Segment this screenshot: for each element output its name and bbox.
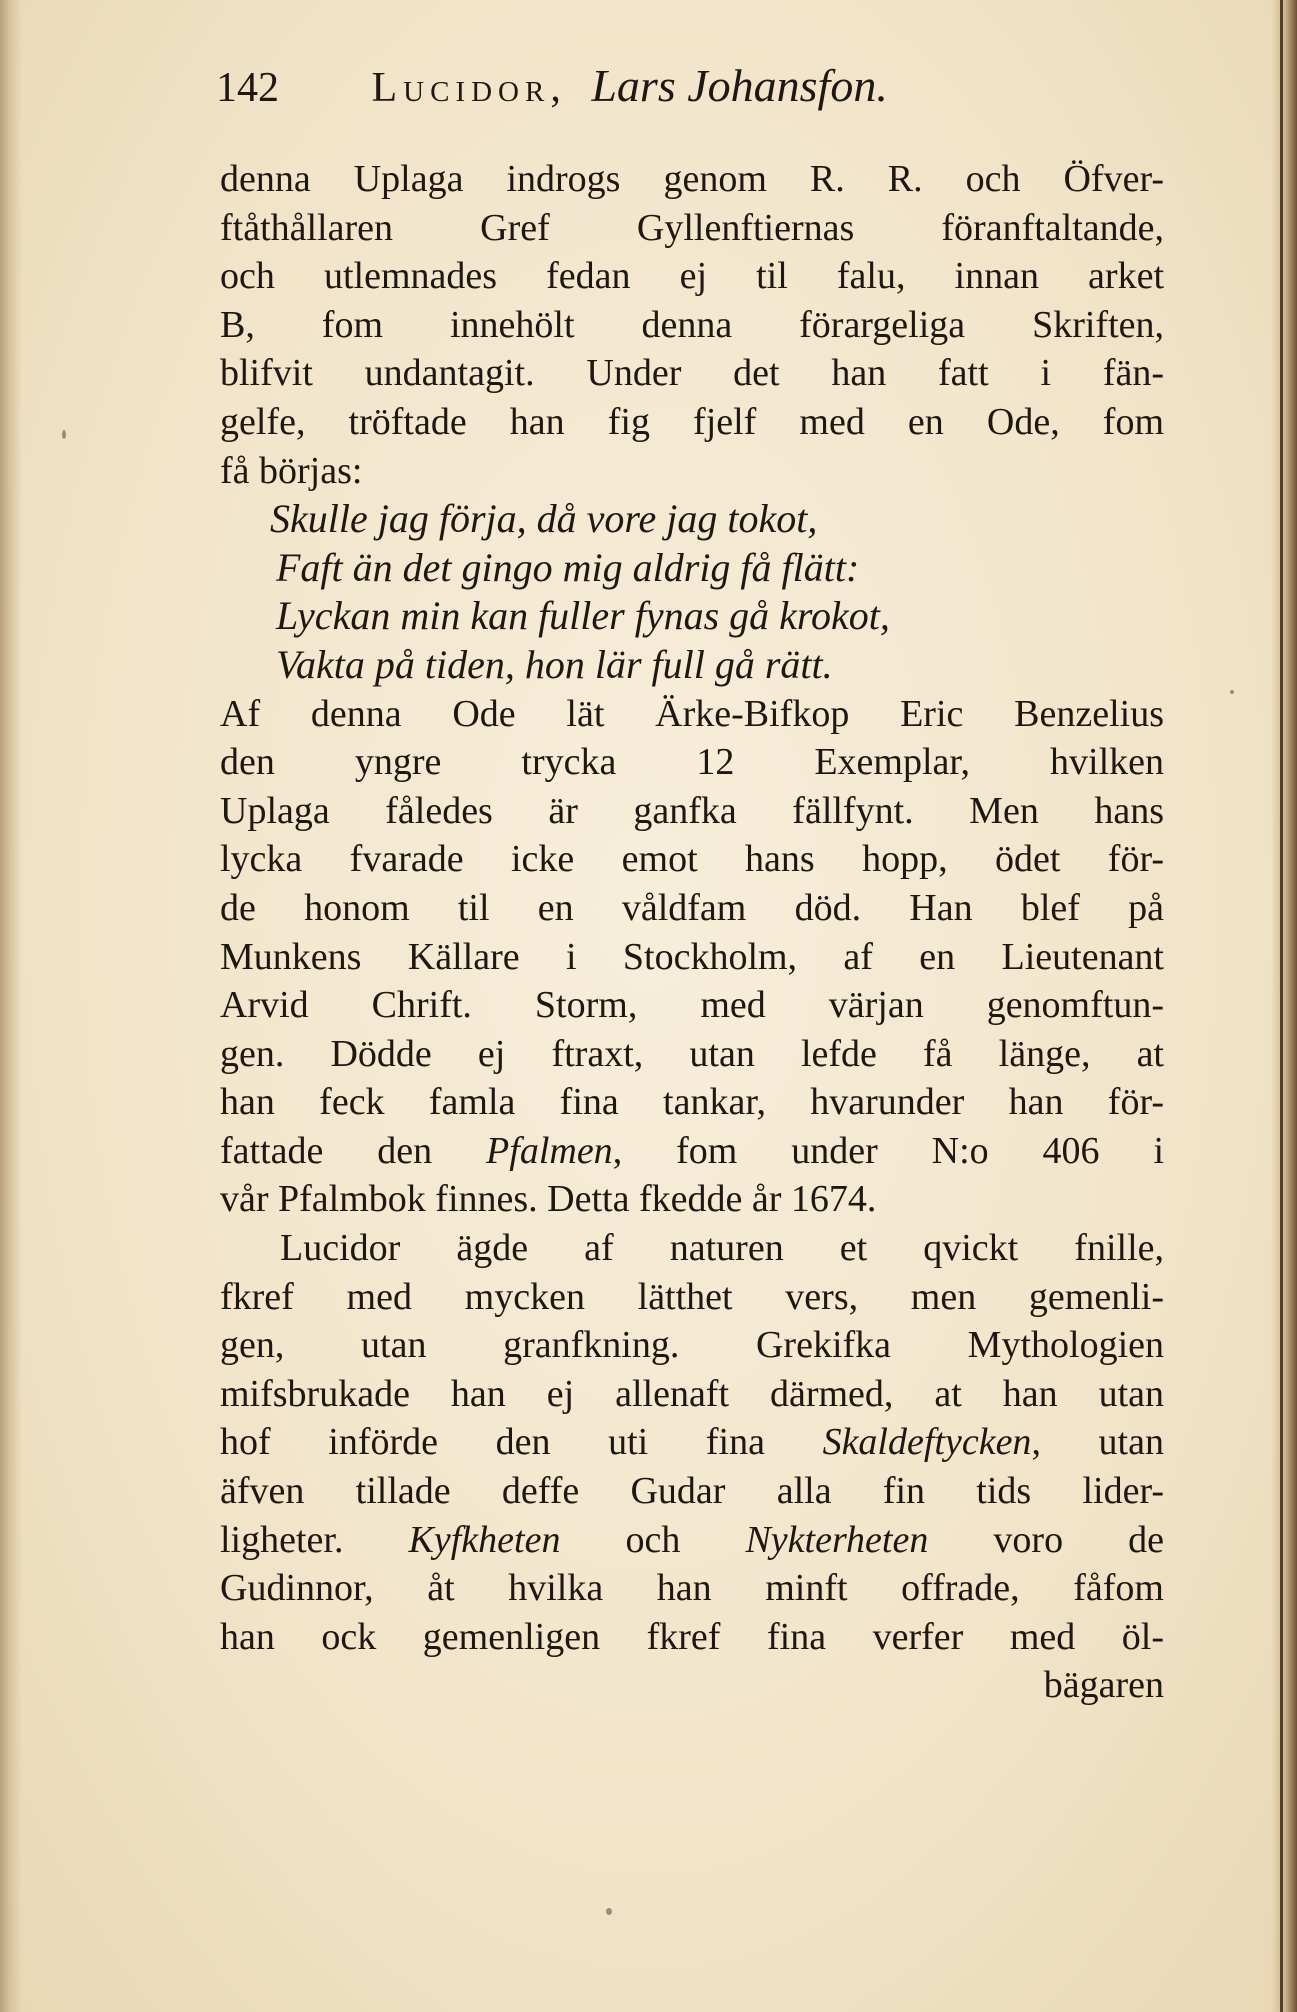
- text-run: voro de: [928, 1518, 1164, 1561]
- running-head-subname: Lars Johansfon.: [591, 60, 888, 111]
- text-line: Uplaga fåledes är ganfka fällfynt. Men hans: [220, 789, 1164, 832]
- italic-word-nykterheten: Nykterheten: [745, 1518, 929, 1561]
- text-line: Af denna Ode lät Ärke-Bifkop Eric Benzelius: [220, 692, 1164, 735]
- text-line: B, fom innehölt denna förargeliga Skriften,: [220, 303, 1164, 346]
- text-line: han ock gemenligen fkref fina verfer med öl-: [220, 1615, 1164, 1658]
- running-head-name: Lucidor,: [371, 65, 567, 111]
- text-run: fattade den: [220, 1129, 487, 1172]
- text-run: hof införde den uti fina: [220, 1421, 823, 1464]
- italic-word-kyskheten: Kyfkheten: [408, 1518, 561, 1561]
- page-number: 142: [216, 65, 279, 111]
- text-line: lycka fvarade icke emot hans hopp, ödet för-: [220, 838, 1164, 881]
- text-line: de honom til en våldfam död. Han blef på: [220, 886, 1164, 929]
- text-line: Gudinnor, åt hvilka han minft offrade, fåfom: [220, 1567, 1164, 1610]
- body-text: [220, 155, 1164, 1710]
- text-line: fkref med mycken lätthet vers, men gemenli-: [220, 1275, 1164, 1318]
- text-run: , utan: [1031, 1421, 1164, 1464]
- page-edge-shadow: [1271, 0, 1297, 2012]
- text-line: [220, 1127, 1164, 1176]
- verse-line: Skulle jag förja, då vore jag tokot,: [270, 496, 818, 542]
- text-run: , fom under N:o 406 i: [612, 1129, 1164, 1172]
- text-line: den yngre trycka 12 Exemplar, hvilken: [220, 741, 1164, 784]
- text-line: gen. Dödde ej ftraxt, utan lefde få länge, at: [220, 1032, 1164, 1075]
- verse-line: Vakta på tiden, hon lär full gå rätt.: [276, 641, 833, 687]
- text-line: blifvit undantagit. Under det han fatt i fän-: [220, 352, 1164, 395]
- paper-speck: [606, 1908, 612, 1915]
- running-head: [216, 56, 1176, 116]
- text-line: vår Pfalmbok finnes. Detta fkedde år 1674.: [220, 1178, 877, 1221]
- text-line: han feck famla fina tankar, hvarunder han för-: [220, 1081, 1164, 1124]
- text-line: och utlemnades fedan ej til falu, innan arket: [220, 255, 1164, 298]
- page-edge-line: [1280, 0, 1283, 2012]
- verse-line: Faft än det gingo mig aldrig få flätt:: [276, 544, 860, 590]
- text-line: få börjas:: [220, 449, 363, 492]
- text-line: [220, 1418, 1164, 1467]
- paper-speck: [1230, 690, 1234, 694]
- italic-title-skaldestycken: Skaldeftycken: [822, 1421, 1032, 1464]
- text-line: Munkens Källare i Stockholm, af en Lieutenant: [220, 935, 1164, 978]
- verse-line: Lyckan min kan fuller fynas gå krokot,: [276, 593, 890, 639]
- text-run: ligheter.: [220, 1518, 409, 1561]
- catchword: bägaren: [1043, 1664, 1164, 1707]
- text-run: och: [560, 1518, 746, 1561]
- text-line: denna Uplaga indrogs genom R. R. och Öfver-: [220, 158, 1164, 200]
- text-line: mifsbrukade han ej allenaft därmed, at han utan: [220, 1372, 1164, 1415]
- text-line: ftåthållaren Gref Gyllenftiernas föranftaltande,: [220, 206, 1164, 249]
- text-line: [220, 1516, 1164, 1565]
- text-line: gelfe, tröftade han fig fjelf med en Ode, fom: [220, 400, 1164, 443]
- text-line: gen, utan granfkning. Grekifka Mythologien: [220, 1324, 1164, 1367]
- italic-title-psalmen: Pfalmen: [486, 1129, 613, 1172]
- paragraph-first-line: Lucidor ägde af naturen et qvickt fnille,: [280, 1227, 1164, 1270]
- page-spine-shadow: [0, 0, 22, 2012]
- text-line: äfven tillade deffe Gudar alla fin tids lider-: [220, 1470, 1164, 1513]
- text-line: Arvid Chrift. Storm, med värjan genomftun-: [220, 984, 1164, 1027]
- paper-speck: [62, 430, 66, 439]
